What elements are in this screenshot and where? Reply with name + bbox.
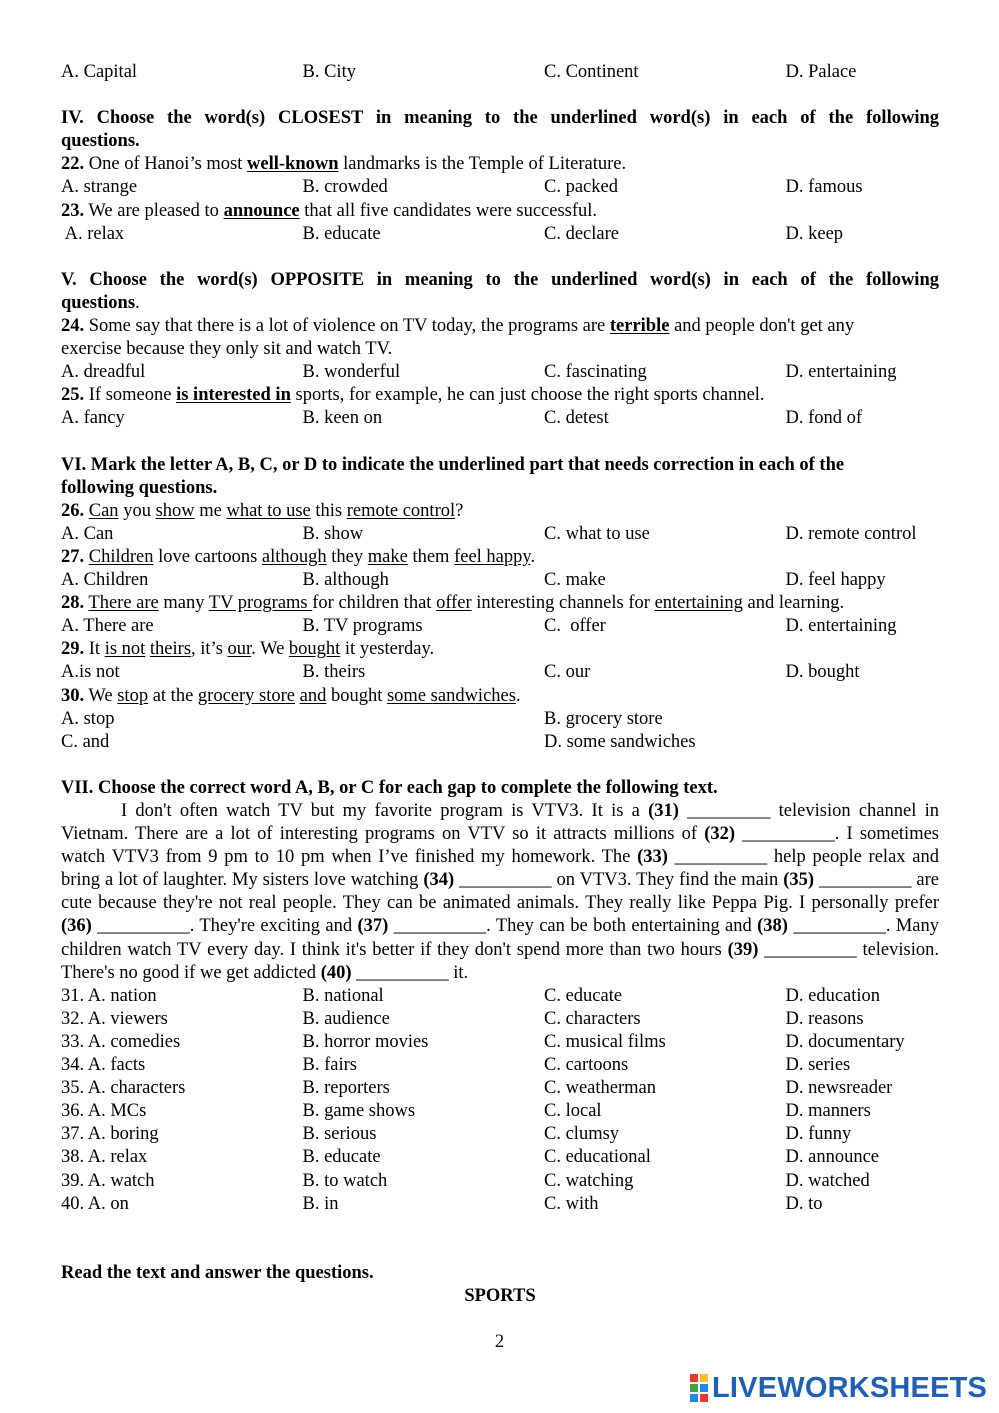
option-a: A. strange — [61, 177, 138, 198]
q30-options-row2 — [61, 731, 939, 754]
q39-options: 39. A. watch B. to watch C. watching D. watched — [61, 1170, 870, 1191]
option-c: C. declare — [544, 223, 619, 244]
question-28: 28. There are many TV programs for children that offer interesting channels for entertaining and learning. — [61, 593, 845, 614]
q32-options: 32. A. viewers B. audience C. characters D. reasons — [61, 1008, 864, 1029]
question-24: 24. Some say that there is a lot of violence on TV today, the programs are terrible and people don't get any — [61, 316, 855, 337]
option-a: A. stop — [61, 708, 115, 729]
section-4-heading: IV. Choose the word(s) CLOSEST in meaning to the underlined word(s) in each of the following — [61, 108, 939, 129]
option-c: C. make — [544, 570, 606, 591]
cloze-options — [61, 985, 939, 1216]
option-a: A. Can — [61, 523, 114, 544]
option-d: D. famous — [785, 177, 863, 198]
question-29: 29. It is not theirs, it’s our. We bought it yesterday. — [61, 639, 435, 660]
option-b: B. grocery store — [544, 708, 663, 729]
q30-options-row1 — [61, 708, 939, 731]
question-22: 22. One of Hanoi’s most well-known landmarks is the Temple of Literature. — [61, 154, 627, 175]
option-b: B. crowded — [302, 177, 388, 198]
option-c: C. packed — [544, 177, 618, 198]
q27-options — [61, 569, 939, 592]
option-b: B. wonderful — [302, 362, 401, 383]
option-c: C. detest — [544, 408, 609, 429]
section-6-heading-cont: following questions. — [61, 477, 218, 498]
option-d: D. keep — [785, 223, 844, 244]
q28-options — [61, 615, 939, 638]
option-c: C. Continent — [544, 62, 639, 82]
cloze-passage: I don't often watch TV but my favorite program is VTV3. It is a (31) _________ television channel in Vietnam. There are a lot of interesting programs on VTV so it attracts millions of (32) __________. I sometimes watch VTV3 from 9 pm to 10 pm when I’ve finished my homework. The (33) __________ help people relax and bring a lot of laughter. My sisters love watching (34) __________ on VTV3. They find the main (35) __________ are cute because they're not real people. They can be animated animals. They really like Peppa Pig. I personally prefer (36) __________. They're exciting and (37) __________. They can be both entertaining and (38) __________. Many children watch TV every day. I think it's better if they don't spend more than two hours (39) __________ television. There's no good if we get addicted (40) __________ it. — [61, 801, 939, 983]
q25-options — [61, 407, 939, 430]
option-d: D. feel happy — [785, 570, 886, 591]
worksheet-page — [61, 61, 939, 1308]
question-26: 26. Can you show me what to use this remote control? — [61, 500, 464, 521]
q31-options: 31. A. nation B. national C. educate D. education — [61, 985, 881, 1006]
option-d: D. entertaining — [785, 616, 897, 637]
q38-options: 38. A. relax B. educate C. educational D. announce — [61, 1147, 879, 1168]
q23-options — [61, 223, 939, 246]
question-30: 30. We stop at the grocery store and bought some sandwiches. — [61, 685, 521, 706]
question-23: 23. We are pleased to announce that all five candidates were successful. — [61, 200, 598, 221]
option-b: B. educate — [302, 223, 381, 244]
option-a: A. Children — [61, 570, 149, 591]
section-4-heading-cont: questions. — [61, 131, 140, 152]
option-b: B. show — [302, 523, 364, 544]
q36-options: 36. A. MCs B. game shows C. local D. manners — [61, 1101, 871, 1122]
q26-options — [61, 523, 939, 546]
q34-options: 34. A. facts B. fairs C. cartoons D. series — [61, 1055, 851, 1076]
question-27: 27. Children love cartoons although they make them feel happy. — [61, 546, 536, 567]
option-d: D. remote control — [785, 523, 917, 544]
option-a: A.is not — [61, 662, 120, 683]
page-number: 2 — [494, 1332, 505, 1352]
logo-grid-icon — [690, 1374, 708, 1402]
q21-options — [61, 61, 939, 84]
option-d: D. fond of — [785, 408, 863, 429]
question-25: 25. If someone is interested in sports, for example, he can just choose the right sports channel. — [61, 385, 765, 406]
section-5-heading-cont: questions. — [61, 292, 140, 313]
q35-options: 35. A. characters B. reporters C. weatherman D. newsreader — [61, 1078, 893, 1099]
option-c: C. what to use — [544, 523, 650, 544]
option-a: A. There are — [61, 616, 154, 637]
option-a: A. dreadful — [61, 362, 146, 383]
option-d: D. some sandwiches — [544, 731, 696, 752]
option-a: A. fancy — [61, 408, 125, 429]
reading-title: SPORTS — [464, 1285, 536, 1306]
q22-options — [61, 176, 939, 199]
section-6-heading: VI. Mark the letter A, B, C, or D to indicate the underlined part that needs correction in each of the — [61, 454, 845, 475]
q33-options: 33. A. comedies B. horror movies C. musical films D. documentary — [61, 1031, 905, 1052]
section-7-heading: VII. Choose the correct word A, B, or C for each gap to complete the following text. — [61, 777, 718, 798]
option-b: B. keen on — [302, 408, 383, 429]
q24-options — [61, 361, 939, 384]
option-d: D. bought — [785, 662, 860, 683]
option-b: B. TV programs — [302, 616, 423, 637]
q40-options: 40. A. on B. in C. with D. to — [61, 1193, 823, 1214]
option-a: A. Capital — [61, 62, 138, 82]
option-b: B. City — [302, 62, 356, 82]
option-b: B. although — [302, 570, 389, 591]
option-d: D. entertaining — [785, 362, 897, 383]
reading-instruction: Read the text and answer the questions. — [61, 1262, 374, 1283]
liveworksheets-logo[interactable] — [690, 1370, 987, 1406]
option-b: B. theirs — [302, 662, 366, 683]
option-d: D. Palace — [785, 62, 857, 82]
q37-options: 37. A. boring B. serious C. clumsy D. funny — [61, 1124, 852, 1145]
option-c: C. offer — [544, 616, 606, 637]
option-c: C. our — [544, 662, 591, 683]
section-5-heading: V. Choose the word(s) OPPOSITE in meaning to the underlined word(s) in each of the following — [61, 269, 939, 290]
logo-text: LIVEWORKSHEETS — [712, 1371, 988, 1404]
q29-options — [61, 661, 939, 684]
option-c: C. fascinating — [544, 362, 647, 383]
question-24-cont: exercise because they only sit and watch TV. — [61, 339, 393, 360]
option-c: C. and — [61, 731, 110, 752]
option-a: A. relax — [61, 223, 125, 244]
